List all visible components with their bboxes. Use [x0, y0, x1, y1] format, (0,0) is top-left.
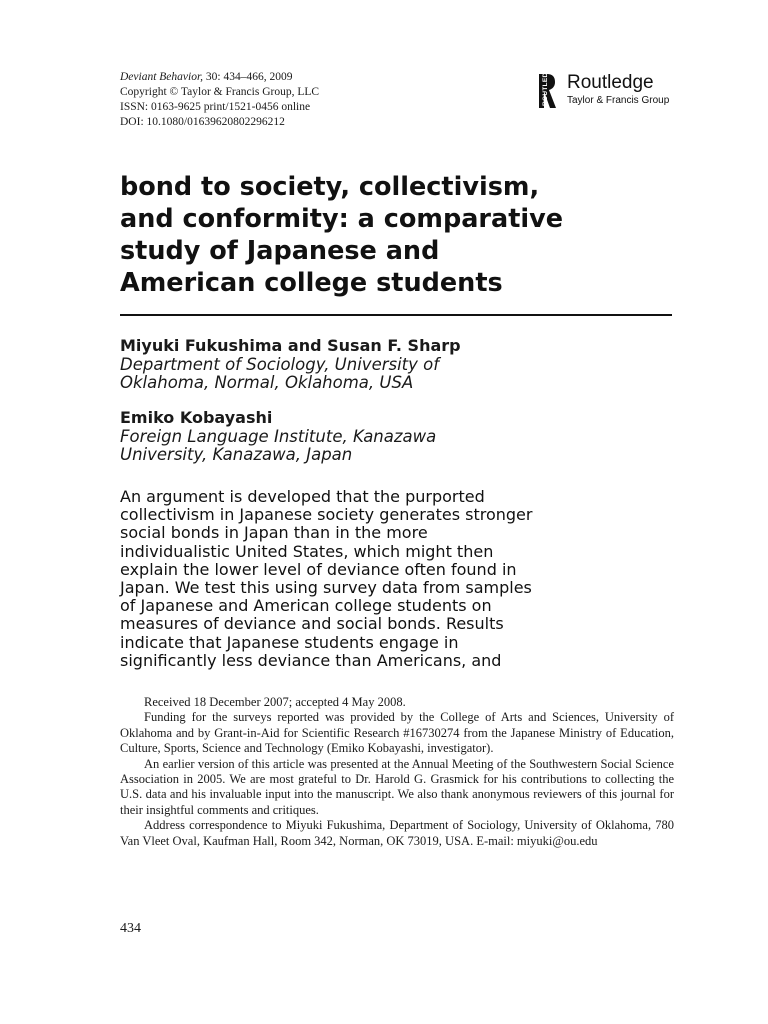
journal-name: Deviant Behavior,: [120, 71, 204, 83]
affiliation-line: University, Kanazawa, Japan: [120, 445, 353, 464]
author-names: Emiko Kobayashi: [120, 408, 273, 427]
abstract: [120, 488, 560, 670]
page-number: 434: [120, 921, 141, 936]
issn-line: ISSN: 0163-9625 print/1521-0456 online: [120, 101, 311, 113]
affiliation-line: Department of Sociology, University of: [120, 355, 440, 374]
correspondence-note: Address correspondence to Miyuki Fukushima, Department of Sociology, University of Oklahoma, 780 Van Vleet Oval, Kaufman Hall, Room 342, Norman, OK 73019, USA. E-mail: miyuki@ou.edu: [120, 818, 674, 848]
abstract-line: individualistic United States, which might then: [120, 541, 494, 561]
received-note: Received 18 December 2007; accepted 4 May 2008.: [144, 695, 406, 709]
affiliation-line: Foreign Language Institute, Kanazawa: [120, 427, 437, 446]
author-group: [120, 336, 680, 392]
publisher-name: Routledge: [567, 72, 654, 93]
author-list: [120, 336, 680, 464]
publisher-group: Taylor & Francis Group: [567, 95, 670, 106]
abstract-line: explain the lower level of deviance often found in: [120, 559, 517, 579]
doi-line: DOI: 10.1080/01639620802296212: [120, 116, 285, 128]
author-names: Miyuki Fukushima and Susan F. Sharp: [120, 336, 461, 355]
author-group: [120, 408, 680, 464]
volume-pages-year: 30: 434–466, 2009: [203, 71, 293, 83]
title-line: study of Japanese and: [120, 236, 440, 266]
abstract-line: collectivism in Japanese society generates stronger: [120, 505, 533, 525]
abstract-line: measures of deviance and social bonds. Results: [120, 614, 504, 634]
copyright-line: Copyright © Taylor & Francis Group, LLC: [120, 86, 320, 98]
abstract-line: social bonds in Japan than in the more: [120, 523, 428, 543]
abstract-line: An argument is developed that the purported: [120, 487, 485, 506]
footnotes: [120, 695, 674, 849]
publisher-logo: [537, 62, 677, 112]
citation-line: [120, 70, 319, 85]
logo-mark-text: ROUTLEDGE: [542, 62, 549, 106]
acknowledgment-note: An earlier version of this article was presented at the Annual Meeting of the Southwestern Social Science Association in 2005. We are most grateful to Dr. Harold G. Grasmick for his contributions to collecting the U.S. data and his invaluable input into the manuscript. We also thank anonymous reviewers of this journal for their insightful comments and critiques.: [120, 756, 674, 817]
affiliation-line: Oklahoma, Normal, Oklahoma, USA: [120, 373, 414, 392]
abstract-line: Japan. We test this using survey data from samples: [120, 578, 532, 598]
article-title: [120, 171, 640, 299]
title-rule: [120, 314, 672, 316]
funding-note: Funding for the surveys reported was provided by the College of Arts and Sciences, University of Oklahoma and by Grant-in-Aid for Scientific Research #16730274 from the Japanese Ministry of Education, Culture, Sports, Science and Technology (Emiko Kobayashi, investigator).: [120, 710, 674, 756]
journal-metadata: [120, 70, 319, 130]
title-line: American college students: [120, 268, 503, 298]
abstract-line: indicate that Japanese students engage in: [120, 632, 459, 652]
abstract-line: of Japanese and American college students on: [120, 596, 492, 616]
title-line: and conformity: a comparative: [120, 204, 564, 234]
title-line: bond to society, collectivism,: [120, 172, 540, 202]
abstract-line: significantly less deviance than Americans, and: [120, 650, 502, 670]
